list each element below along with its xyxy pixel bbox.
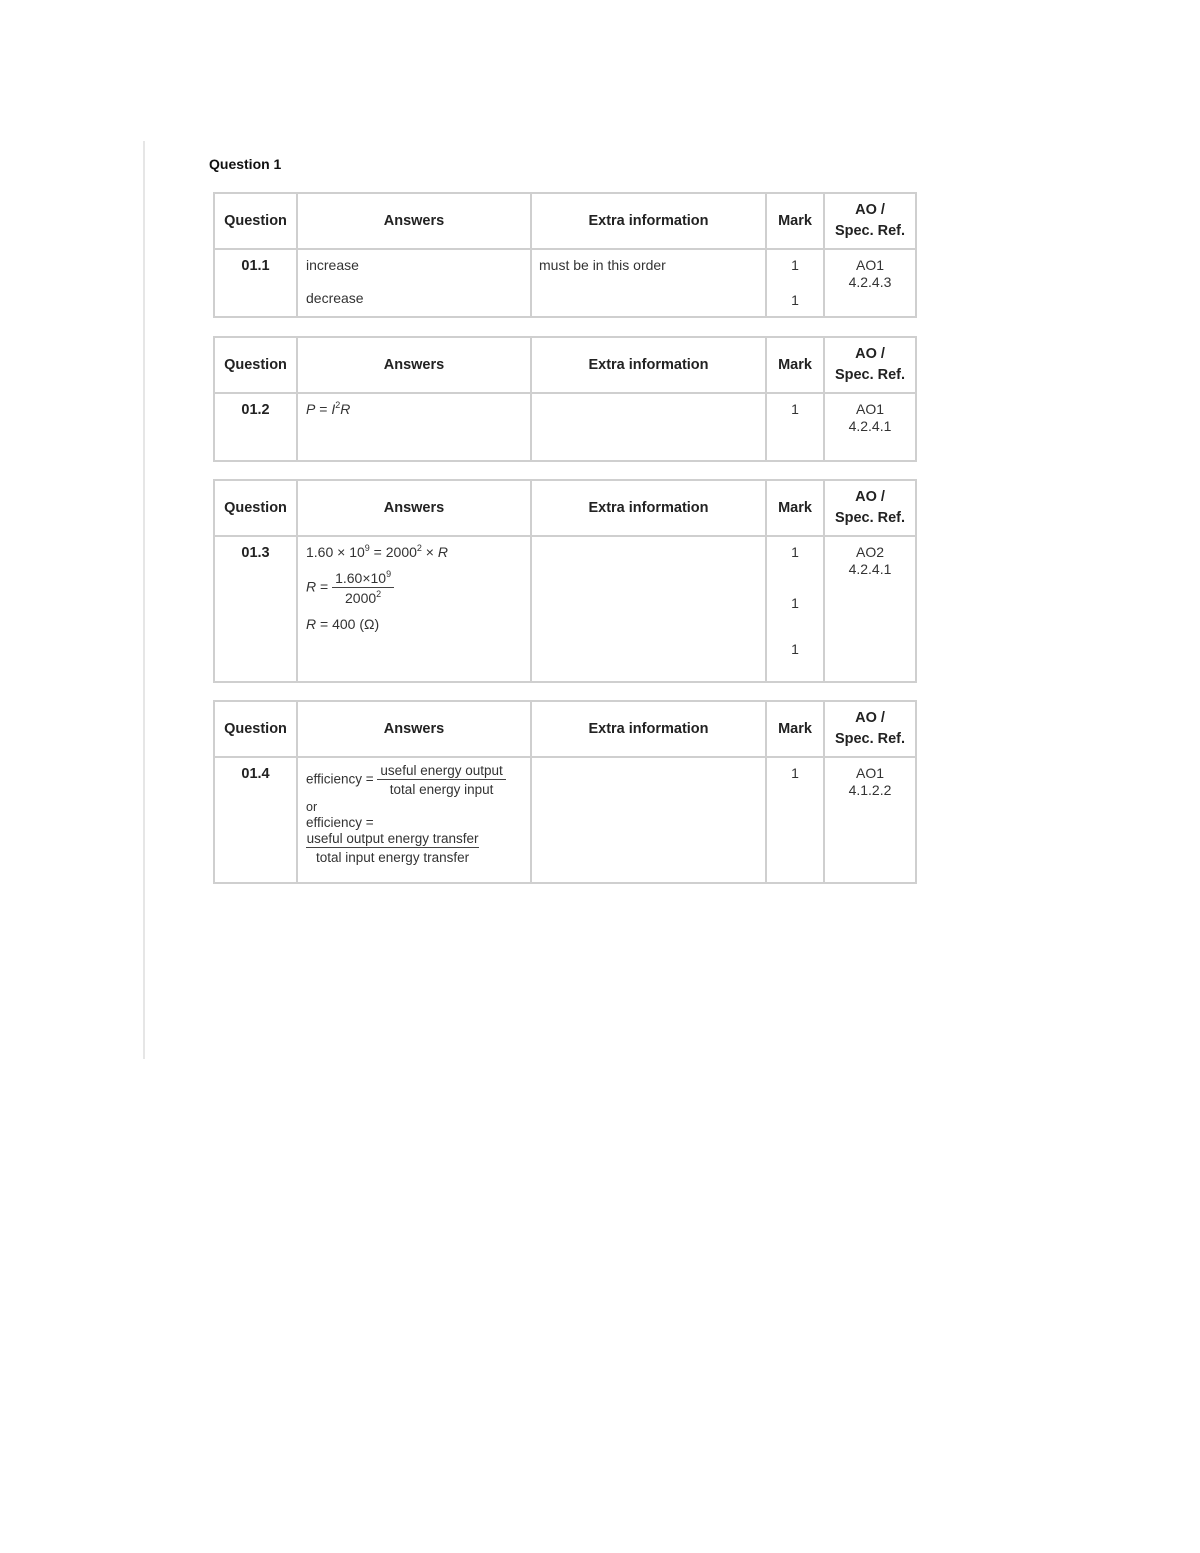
mark-scheme-table-01-4 [213,700,917,884]
mark-value: 1 [791,595,799,611]
answers-cell [297,757,531,883]
question-number: 01.1 [214,249,297,317]
fraction-denominator [332,588,394,606]
math-var-r: R [306,616,317,632]
answer-line [306,401,523,417]
extra-information-cell [531,757,766,883]
mark-value: 1 [791,641,799,657]
answers-cell [297,536,531,682]
ao-value: AO1 [855,257,884,273]
mark-cell [766,393,824,461]
extra-information-cell: must be in this order [531,249,766,317]
mark-value: 1 [791,765,799,781]
math-superscript: 2 [416,543,422,553]
mark-scheme-table-01-1 [213,192,917,318]
spec-ref-value: 4.2.4.1 [848,561,892,577]
spec-ref-value: 4.2.4.1 [848,418,892,434]
header-spec-ref: Spec. Ref. [834,731,906,747]
math-var-p: P [306,401,316,417]
header-extra-information: Extra information [531,480,766,536]
header-answers: Answers [297,193,531,249]
mark-scheme-table-01-2 [213,336,917,462]
header-mark: Mark [766,337,824,393]
table-row [214,393,916,461]
header-ao: AO / [855,489,885,505]
header-mark: Mark [766,193,824,249]
table-header-row [214,337,916,393]
table-header-row [214,480,916,536]
math-var-r: R [437,544,449,560]
fraction-numerator: useful energy output [377,763,505,780]
mark-value: 1 [791,401,799,417]
answer-line: efficiency = [306,815,374,830]
mark-scheme-table-01-3 [213,479,917,683]
math-superscript: 2 [376,589,382,599]
ao-spec-cell [824,536,916,682]
ao-spec-cell [824,757,916,883]
header-question: Question [214,193,297,249]
question-number: 01.3 [214,536,297,682]
math-text: = 400 (Ω) [316,616,380,632]
answer-line: decrease [306,290,364,306]
mark-value: 1 [791,292,799,308]
header-answers: Answers [297,701,531,757]
header-question: Question [214,337,297,393]
math-superscript: 9 [386,569,392,579]
table-row [214,249,916,317]
math-text: efficiency = [306,771,378,787]
question-number: 01.2 [214,393,297,461]
mark-value: 1 [791,257,799,273]
math-var-r: R [306,578,317,595]
fraction [377,763,505,797]
math-text: 2000 [345,590,377,606]
header-question: Question [214,480,297,536]
math-var-r: R [340,401,351,417]
table-row [214,757,916,883]
fraction-numerator [332,570,394,588]
math-equals: = [316,578,333,595]
question-number: 01.4 [214,757,297,883]
extra-information-cell [531,393,766,461]
math-superscript: 2 [335,400,341,410]
header-answers: Answers [297,337,531,393]
header-ao-spec-ref [824,337,916,393]
page-margin-rule [143,141,145,1059]
math-equals: = [315,401,332,417]
header-answers: Answers [297,480,531,536]
answer-line: increase [306,257,359,273]
table-header-row [214,701,916,757]
math-text: 1.60×10 [335,570,387,586]
header-ao-spec-ref [824,193,916,249]
section-title: Question 1 [209,156,282,172]
spec-ref-value: 4.1.2.2 [848,782,892,798]
fraction [332,570,394,606]
header-mark: Mark [766,701,824,757]
header-ao: AO / [855,346,885,362]
answer-or: or [306,800,318,814]
header-spec-ref: Spec. Ref. [834,510,906,526]
header-spec-ref: Spec. Ref. [834,367,906,383]
ao-spec-cell [824,249,916,317]
math-var-i: I [331,401,336,417]
header-ao: AO / [855,710,885,726]
answers-cell [297,393,531,461]
math-text: 1.60 × 10 [306,544,365,560]
table-row [214,536,916,682]
mark-cell [766,249,824,317]
math-text: × [421,544,438,560]
answer-line-fraction [306,570,523,606]
answer-line-fraction [306,763,523,797]
fraction-denominator: total input energy transfer [316,850,470,865]
mark-cell [766,536,824,682]
answer-line [306,544,523,560]
ao-spec-cell [824,393,916,461]
mark-value: 1 [791,544,799,560]
header-extra-information: Extra information [531,701,766,757]
spec-ref-value: 4.2.4.3 [848,274,892,290]
header-question: Question [214,701,297,757]
header-ao-spec-ref [824,480,916,536]
ao-value: AO1 [855,765,884,781]
ao-value: AO1 [855,401,884,417]
header-extra-information: Extra information [531,193,766,249]
math-text: = 2000 [369,544,417,560]
extra-information-cell [531,536,766,682]
math-superscript: 9 [364,543,370,553]
header-ao: AO / [855,202,885,218]
fraction [306,831,479,865]
table-header-row [214,193,916,249]
fraction-numerator: useful output energy transfer [306,831,479,846]
ao-value: AO2 [855,544,884,560]
header-spec-ref: Spec. Ref. [834,223,906,239]
header-mark: Mark [766,480,824,536]
mark-cell [766,757,824,883]
answer-line [306,616,523,632]
header-extra-information: Extra information [531,337,766,393]
answers-cell [297,249,531,317]
fraction-denominator: total energy input [389,782,494,797]
header-ao-spec-ref [824,701,916,757]
